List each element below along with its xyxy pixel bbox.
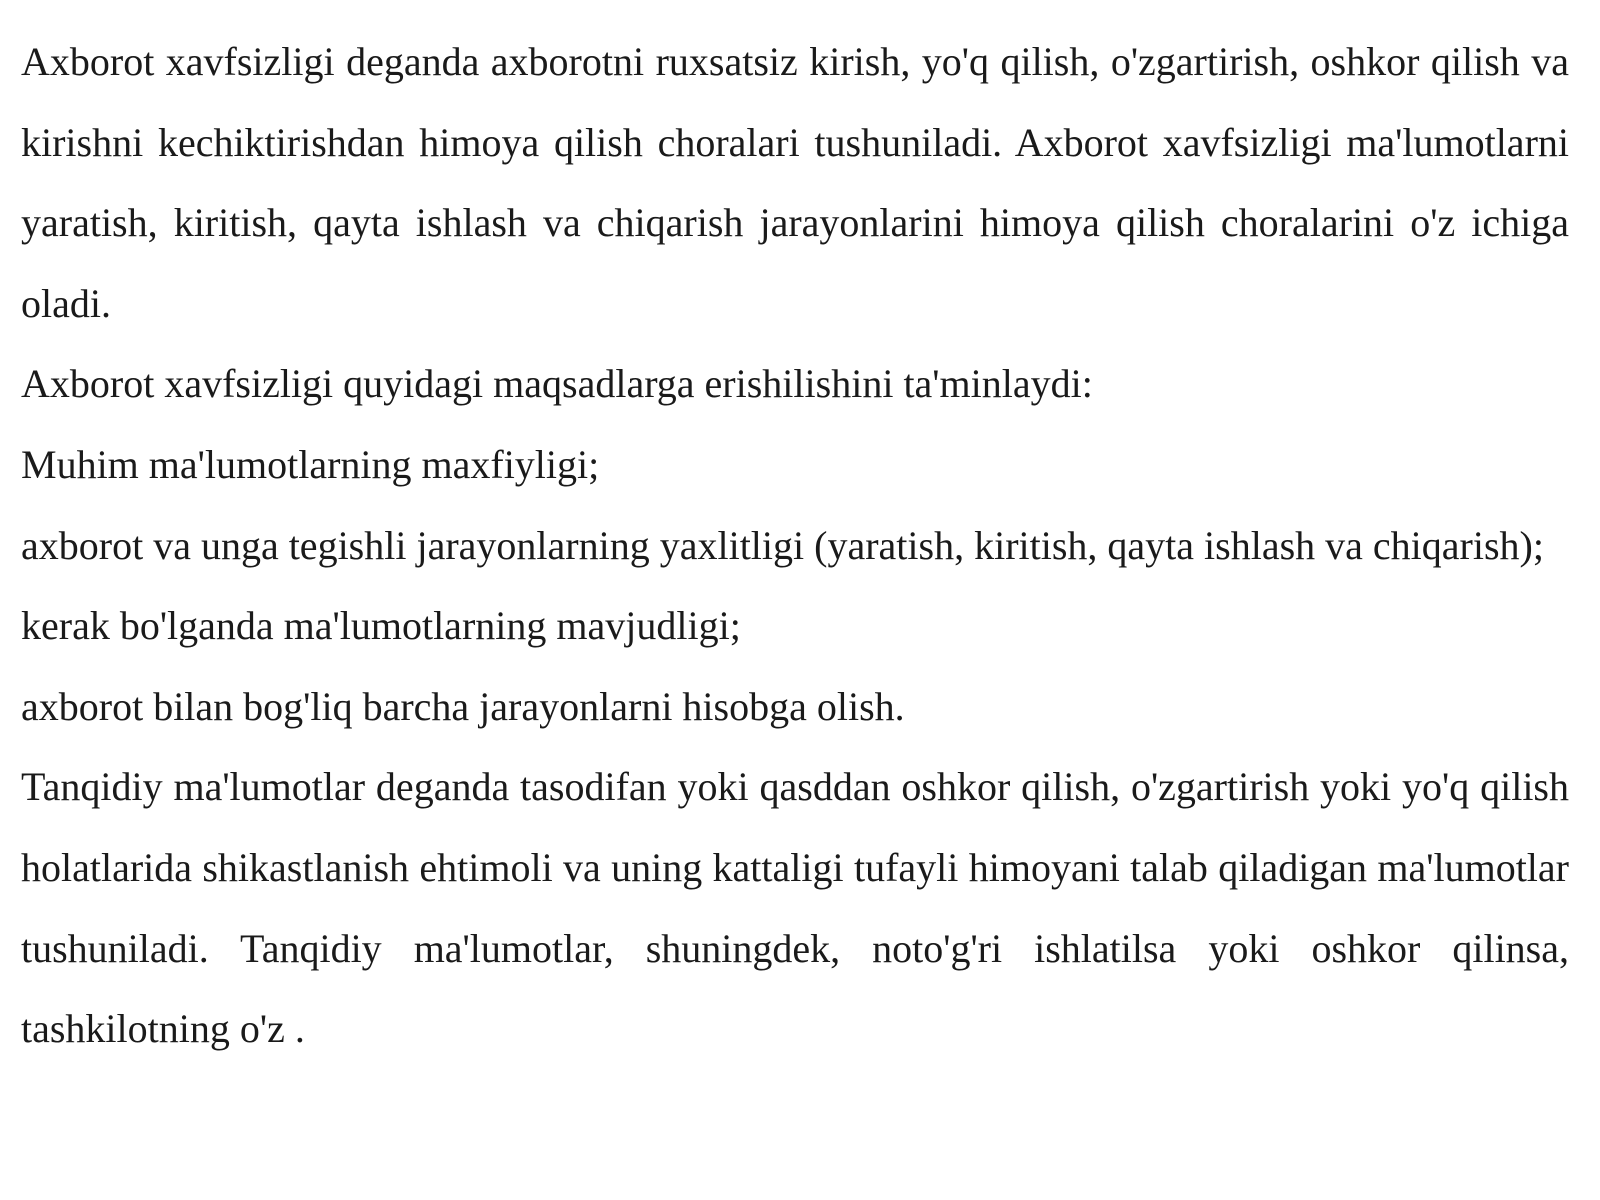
list-item-confidentiality: Muhim ma'lumotlarning maxfiyligi; (21, 441, 600, 487)
paragraph-goals-intro: Axborot xavfsizligi quyidagi maqsadlarga erishilishini ta'minlaydi: (21, 361, 1093, 407)
document-body (21, 22, 1569, 1070)
paragraph-critical-data: Tanqidiy ma'lumotlar deganda tasodifan yoki qasddan oshkor qilish, o'zgartirish yoki yo'q qilish holatlarida shikastlanish ehtimoli va uning kattaligi tufayli himoyani talab qiladigan ma'lumotlar tushuniladi. Tanqidiy ma'lumotlar, shuningdek, noto'g'ri ishlatilsa yoki oshkor qilinsa, tashkilotning o'z . (21, 764, 1569, 1052)
list-item-integrity: axborot va unga tegishli jarayonlarning yaxlitligi (yaratish, kiritish, qayta ishlash va chiqarish); (21, 522, 1544, 568)
paragraph-definition: Axborot xavfsizligi deganda axborotni ruxsatsiz kirish, yo'q qilish, o'zgartirish, oshkor qilish va kirishni kechiktirishdan himoya qilish choralari tushuniladi. Axborot xavfsizligi ma'lumotlarni yaratish, kiritish, qayta ishlash va chiqarish jarayonlarini himoya qilish choralarini o'z ichiga oladi. (21, 39, 1569, 326)
list-item-accountability: axborot bilan bog'liq barcha jarayonlarni hisobga olish. (21, 683, 905, 729)
list-item-availability: kerak bo'lganda ma'lumotlarning mavjudligi; (21, 603, 741, 649)
